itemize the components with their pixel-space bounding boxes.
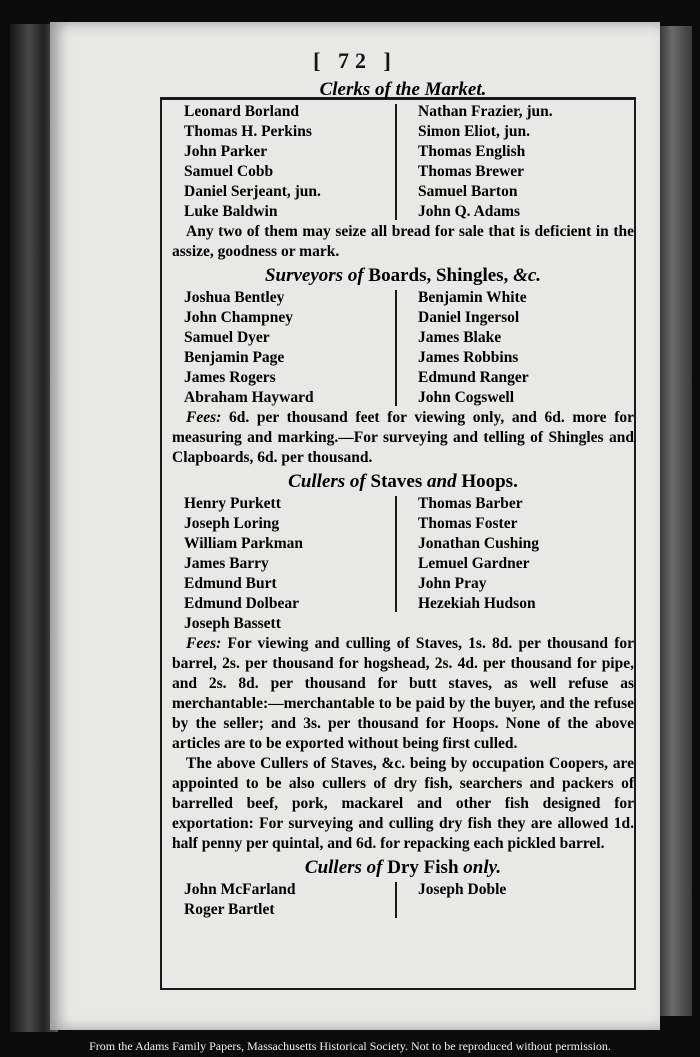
list-item: Edmund Dolbear <box>184 595 299 612</box>
list-item: Jonathan Cushing <box>418 535 540 552</box>
list-item: Joseph Doble <box>418 881 507 898</box>
list-item: Thomas Foster <box>418 515 518 532</box>
section-heading <box>172 856 634 880</box>
name-columns <box>184 102 634 222</box>
name-columns <box>184 880 634 920</box>
list-item: Thomas H. Perkins <box>184 123 312 140</box>
name-column-left <box>184 494 400 634</box>
list-item: Joshua Bentley <box>184 289 285 306</box>
column-divider <box>395 496 397 612</box>
list-item: John Cogswell <box>418 389 515 406</box>
fees-paragraph <box>172 634 634 754</box>
section-cullers-of-staves <box>172 470 634 854</box>
list-item: Edmund Ranger <box>418 369 529 386</box>
list-item: Daniel Ingersol <box>418 309 520 326</box>
list-item: John Q. Adams <box>418 203 521 220</box>
list-item: Samuel Dyer <box>184 329 270 346</box>
list-item: Edmund Burt <box>184 575 277 592</box>
heading-roman: Boards, Shingles, <box>368 265 509 286</box>
heading-roman: Staves <box>370 471 423 492</box>
list-item: Thomas English <box>418 143 526 160</box>
list-item: Samuel Cobb <box>184 163 274 180</box>
list-item: Lemuel Gardner <box>418 555 530 572</box>
list-item: James Robbins <box>418 349 519 366</box>
section-heading <box>172 264 634 288</box>
section-note: The above Cullers of Staves, &c. being by occupation Coopers, are appointed to be also cullers of dry fish, searchers and packers of barrelled beef, pork, mackarel and other fish designed for exportation: For surveying and culling dry fish they are allowed 1d. half penny per quintal, and 6d. for repacking each pickled barrel. <box>172 755 634 852</box>
fees-label: Fees: <box>186 635 222 652</box>
list-item: John Pray <box>418 575 487 592</box>
list-item: John Champney <box>184 309 293 326</box>
section-heading <box>172 470 634 494</box>
list-item: Nathan Frazier, jun. <box>418 103 553 120</box>
list-item: Simon Eliot, jun. <box>418 123 530 140</box>
name-column-left <box>184 102 400 222</box>
section-note: Any two of them may seize all bread for sale that is deficient in the assize, goodness or mark. <box>172 223 634 260</box>
fees-text: For viewing and culling of Staves, 1s. 8d. per thousand for barrel, 2s. per thousand for hogshead, 2s. 4d. per thousand for pipe, and 2s. 8d. per thousand for butt staves, as well refuse as merchantable:—merchantable to be paid by the buyer, and the refuse by the seller; and 3s. per thousand for Hoops. None of the above articles are to be exported without being first culled. <box>172 635 634 752</box>
list-item: John McFarland <box>184 881 296 898</box>
list-item: Roger Bartlet <box>184 901 275 918</box>
list-item: Joseph Bassett <box>184 615 281 632</box>
section-cullers-of-dry-fish <box>172 856 634 920</box>
name-column-right <box>400 494 634 634</box>
column-divider <box>395 104 397 220</box>
list-item: James Barry <box>184 555 269 572</box>
heading-and: and <box>427 471 457 492</box>
list-item: Benjamin Page <box>184 349 285 366</box>
list-item: Benjamin White <box>418 289 527 306</box>
heading-italic: Cullers of <box>304 857 383 878</box>
section-surveyors <box>172 264 634 468</box>
heading-tail: Hoops. <box>461 471 518 492</box>
column-divider <box>395 290 397 406</box>
list-item: Daniel Serjeant, jun. <box>184 183 321 200</box>
list-item: William Parkman <box>184 535 303 552</box>
copyright-footer: From the Adams Family Papers, Massachusetts Historical Society. Not to be reproduced without permission. <box>89 1039 611 1053</box>
heading-tail: only. <box>463 857 502 878</box>
name-column-left <box>184 880 400 920</box>
name-columns <box>184 288 634 408</box>
fees-paragraph <box>172 408 634 468</box>
list-item: Henry Purkett <box>184 495 281 512</box>
heading-roman: Dry Fish <box>387 857 459 878</box>
list-item: Leonard Borland <box>184 103 299 120</box>
name-column-right <box>400 288 634 408</box>
column-divider <box>395 882 397 918</box>
list-item: Samuel Barton <box>418 183 518 200</box>
section-heading: Clerks of the Market. <box>319 79 487 100</box>
list-item: Luke Baldwin <box>184 203 278 220</box>
heading-tail: &c. <box>513 265 542 286</box>
page-content <box>172 78 634 920</box>
list-item: Hezekiah Hudson <box>418 595 536 612</box>
book-edge <box>656 26 692 1016</box>
name-columns <box>184 494 634 634</box>
fees-label: Fees: <box>186 409 222 426</box>
fees-text: 6d. per thousand feet for viewing only, and 6d. more for measuring and marking.—For surveying and telling of Shingles and Clapboards, 6d. per thousand. <box>172 409 634 466</box>
name-column-right <box>400 880 634 920</box>
heading-italic: Cullers of <box>288 471 366 492</box>
list-item: Abraham Hayward <box>184 389 314 406</box>
list-item: Thomas Barber <box>418 495 523 512</box>
list-item: Joseph Loring <box>184 515 280 532</box>
list-item: Thomas Brewer <box>418 163 525 180</box>
heading-italic: Surveyors of <box>264 265 364 286</box>
page-number: [ 72 ] <box>313 48 397 73</box>
section-clerks-of-the-market <box>172 78 634 262</box>
list-item: James Rogers <box>184 369 276 386</box>
list-item: John Parker <box>184 143 268 160</box>
name-column-right <box>400 102 634 222</box>
list-item: James Blake <box>418 329 502 346</box>
name-column-left <box>184 288 400 408</box>
